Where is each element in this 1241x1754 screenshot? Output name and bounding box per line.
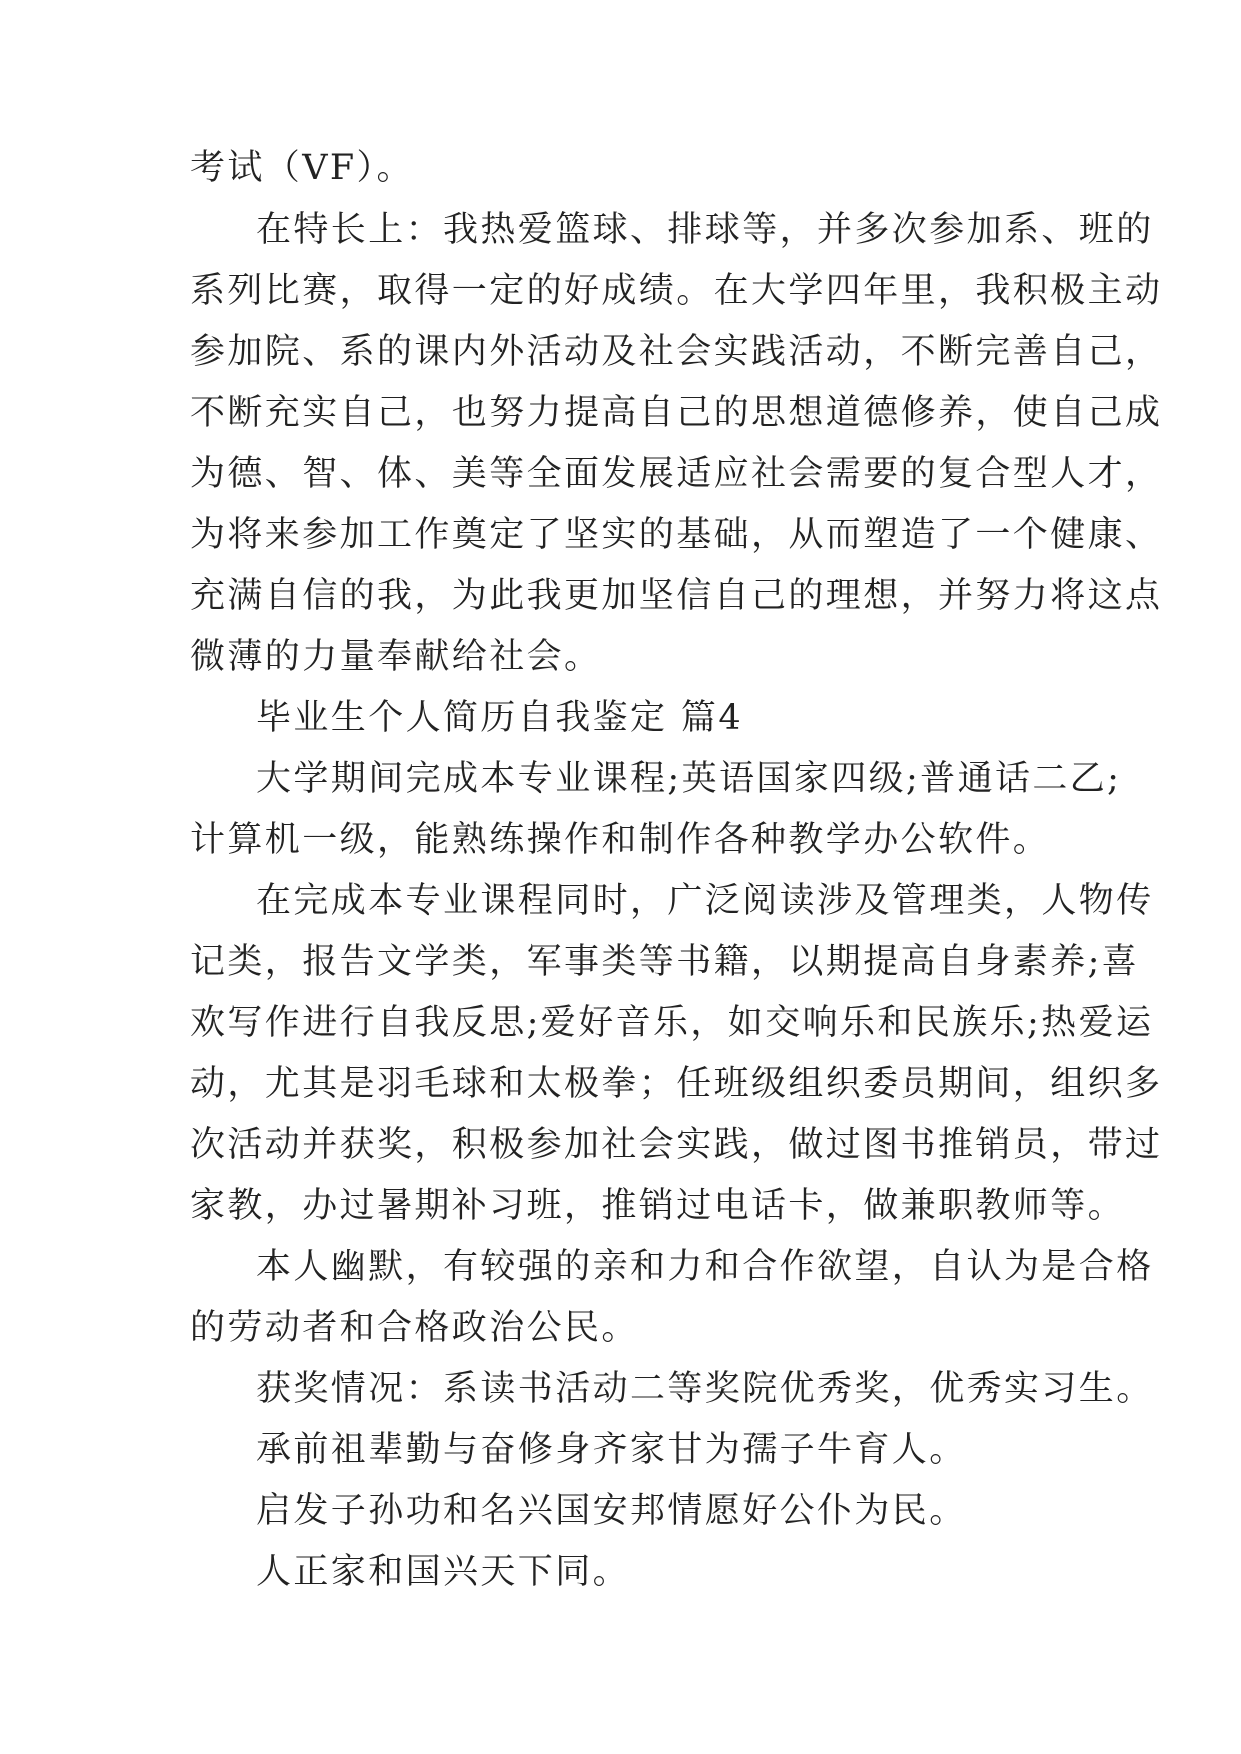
text-line: 欢写作进行自我反思;爱好音乐，如交响乐和民族乐;热爱运: [190, 1003, 1154, 1043]
text-line: 为德、智、体、美等全面发展适应社会需要的复合型人才，: [190, 454, 1163, 494]
paragraph-start-line: 人正家和国兴天下同。: [256, 1552, 631, 1592]
paragraph-start-line: 大学期间完成本专业课程;英语国家四级;普通话二乙;: [256, 759, 1122, 799]
paragraph-start-line: 本人幽默，有较强的亲和力和合作欲望，自认为是合格: [256, 1247, 1154, 1287]
paragraph-start-line: 在完成本专业课程同时，广泛阅读涉及管理类，人物传: [256, 881, 1154, 921]
text-line: 不断充实自己，也努力提高自己的思想道德修养，使自己成: [190, 393, 1163, 433]
text-line: 家教，办过暑期补习班，推销过电话卡，做兼职教师等。: [190, 1186, 1126, 1226]
text-line: 记类，报告文学类，军事类等书籍，以期提高自身素养;喜: [190, 942, 1140, 982]
paragraph-start-line: 获奖情况：系读书活动二等奖院优秀奖，优秀实习生。: [256, 1369, 1154, 1409]
text-line: 为将来参加工作奠定了坚实的基础，从而塑造了一个健康、: [190, 515, 1163, 555]
text-line: 计算机一级，能熟练操作和制作各种教学办公软件。: [190, 820, 1051, 860]
text-line: 次活动并获奖，积极参加社会实践，做过图书推销员，带过: [190, 1125, 1163, 1165]
text-line: 微薄的力量奉献给社会。: [190, 637, 602, 677]
paragraph-start-line: 启发子孙功和名兴国安邦情愿好公仆为民。: [256, 1491, 967, 1531]
text-line: 的劳动者和合格政治公民。: [190, 1308, 639, 1348]
text-line: 参加院、系的课内外活动及社会实践活动，不断完善自己，: [190, 332, 1163, 372]
paragraph-start-line: 在特长上：我热爱篮球、排球等，并多次参加系、班的: [256, 210, 1154, 250]
text-line: 动，尤其是羽毛球和太极拳；任班级组织委员期间，组织多: [190, 1064, 1163, 1104]
text-line: 充满自信的我，为此我更加坚信自己的理想，并努力将这点: [190, 576, 1163, 616]
text-line: 系列比赛，取得一定的好成绩。在大学四年里，我积极主动: [190, 271, 1163, 311]
text-line: 考试（VF）。: [190, 148, 414, 188]
paragraph-start-line: 承前祖辈勤与奋修身齐家甘为孺子牛育人。: [256, 1430, 967, 1470]
section-heading: 毕业生个人简历自我鉴定 篇4: [256, 698, 743, 738]
